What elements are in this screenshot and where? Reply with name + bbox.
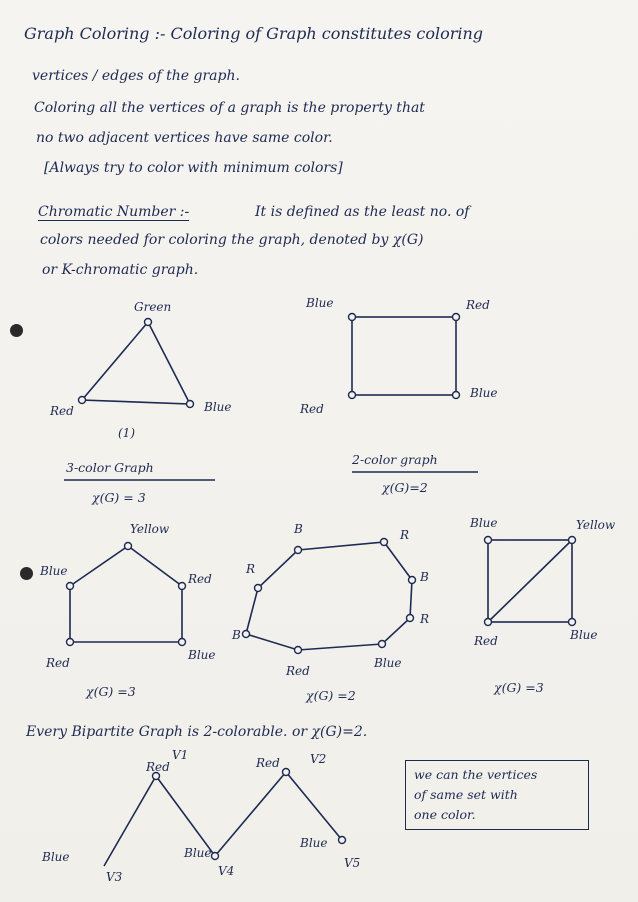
g4-label-bottom-left: B [232, 628, 241, 642]
g4-label-bottom-red: Red [286, 664, 310, 678]
g1-label-green: Green [134, 300, 172, 314]
g4-label-bottom-right: R [420, 612, 430, 626]
square-diagonal-graph [485, 537, 576, 626]
g4-label-bottom-blue: Blue [374, 656, 402, 670]
g5-chi: χ(G) =3 [494, 680, 544, 695]
chromatic-line-3: or K-chromatic graph. [42, 262, 199, 278]
chromatic-line-2: colors needed for coloring the graph, denoted by χ(G) [40, 232, 424, 248]
vertex-green [145, 319, 152, 326]
triangle-graph [79, 319, 194, 408]
bp-label-blue-left: Blue [42, 850, 70, 864]
intro-line-3: Coloring all the vertices of a graph is the property that [34, 100, 425, 116]
bp-label-v4: V4 [218, 864, 235, 878]
g4-chi: χ(G) =2 [306, 688, 356, 703]
bp-label-red-2: Red [256, 756, 280, 770]
g4-label-top-left: R [246, 562, 256, 576]
g1-title: 3-color Graph [66, 460, 154, 475]
pentagon-graph [67, 543, 186, 646]
g2-label-blue-top: Blue [306, 296, 334, 310]
bp-label-v5: V5 [344, 856, 361, 870]
g3-label-blue: Blue [40, 564, 68, 578]
g3-label-blue-bottom: Blue [188, 648, 216, 662]
bp-label-blue-mid: Blue [184, 846, 212, 860]
vertex-blue [187, 401, 194, 408]
intro-line-5: [Always try to color with minimum colors] [44, 160, 343, 176]
square-graph [349, 314, 460, 399]
g3-label-red-bottom: Red [46, 656, 70, 670]
bp-label-v3: V3 [106, 870, 123, 884]
g5-label-yellow: Yellow [576, 518, 616, 532]
g5-label-red: Red [474, 634, 498, 648]
g4-label-right: B [420, 570, 429, 584]
g1-chi: χ(G) = 3 [92, 490, 146, 505]
g1-label-blue: Blue [204, 400, 232, 414]
intro-line-4: no two adjacent vertices have same color. [36, 130, 333, 146]
chromatic-heading: Chromatic Number :- [38, 204, 190, 220]
g3-label-yellow: Yellow [130, 522, 170, 536]
g1-label-red: Red [50, 404, 74, 418]
bipartite-note-box [405, 760, 589, 830]
octagon-graph [243, 539, 416, 654]
note-line-2: of same set with [414, 787, 518, 802]
g1-tag: (1) [118, 426, 135, 440]
g2-label-red-top: Red [466, 298, 490, 312]
g5-label-blue-bottom: Blue [570, 628, 598, 642]
g4-label-top-right: R [400, 528, 410, 542]
bp-label-red-1: Red [146, 760, 170, 774]
g3-label-red-right: Red [188, 572, 212, 586]
g2-label-blue-bottom: Blue [470, 386, 498, 400]
g3-chi: χ(G) =3 [86, 684, 136, 699]
g2-label-red-bottom: Red [300, 402, 324, 416]
g4-label-top: B [294, 522, 303, 536]
note-line-3: one color. [414, 807, 476, 822]
note-line-1: we can the vertices [414, 767, 538, 782]
bp-label-blue-right: Blue [300, 836, 328, 850]
bp-label-v1: V1 [172, 748, 189, 762]
intro-line-1: Graph Coloring :- Coloring of Graph constitutes coloring [24, 24, 484, 43]
bipartite-graph [104, 769, 346, 867]
bp-label-v2: V2 [310, 752, 327, 766]
chromatic-line-1: It is defined as the least no. of [255, 204, 470, 220]
bipartite-statement: Every Bipartite Graph is 2-colorable. or χ(G)=2. [26, 724, 368, 740]
g5-label-blue-top: Blue [470, 516, 498, 530]
g2-chi: χ(G)=2 [382, 480, 428, 495]
intro-line-2: vertices / edges of the graph. [32, 68, 240, 84]
vertex-red [79, 397, 86, 404]
g2-title: 2-color graph [352, 452, 438, 467]
